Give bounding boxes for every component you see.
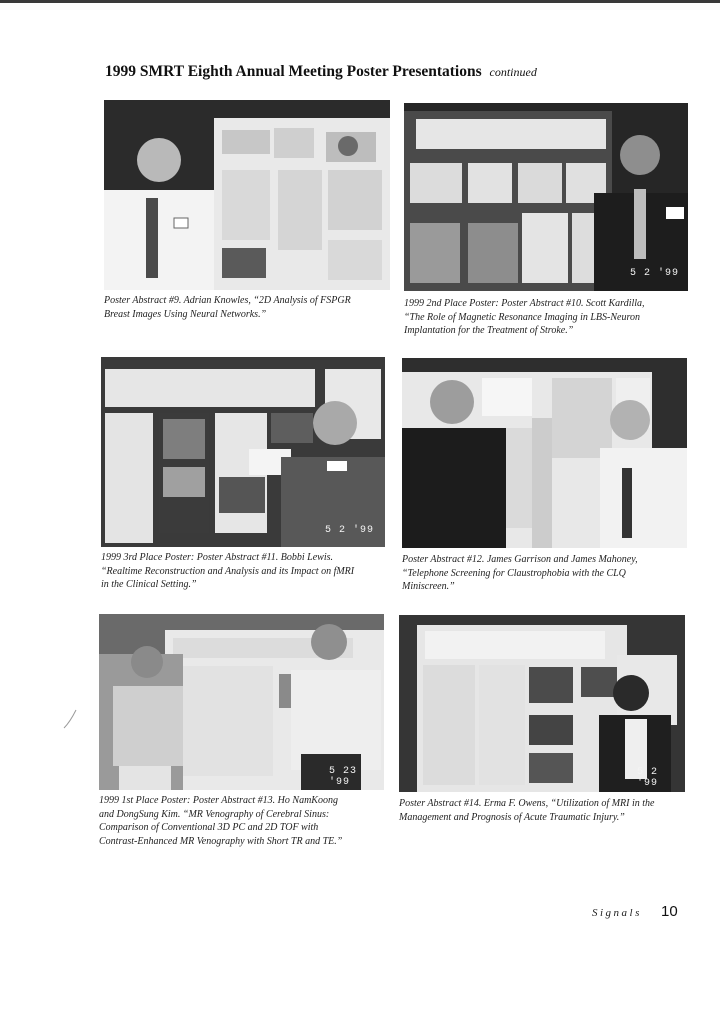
caption-line: Contrast-Enhanced MR Venography with Short TR and TE.”	[99, 835, 343, 847]
caption-line: Management and Prognosis of Acute Traumatic Injury.”	[399, 811, 625, 823]
caption-photo-10	[404, 297, 645, 338]
caption-photo-12	[402, 553, 638, 594]
date-stamp: 5 2 '99	[637, 767, 659, 789]
page-title-continued: continued	[489, 65, 537, 79]
caption-line: “The Role of Magnetic Resonance Imaging in LBS-Neuron	[404, 311, 640, 323]
date-stamp: 5 2 '99	[630, 268, 680, 279]
date-stamp: 5 23 '99	[329, 766, 358, 788]
caption-line: Implantation for the Treatment of Stroke.”	[404, 325, 574, 336]
footer-page-number: 10	[661, 903, 678, 920]
date-stamp: 5 2 '99	[325, 525, 375, 536]
caption-photo-11	[101, 551, 354, 592]
footer-publication: Signals	[592, 907, 642, 919]
caption-line: Breast Images Using Neural Networks.”	[104, 308, 267, 320]
caption-line: Miniscreen.”	[402, 581, 455, 592]
poster-photo-13	[99, 614, 384, 790]
caption-line: and DongSung Kim. “MR Venography of Cerebral Sinus:	[99, 808, 330, 820]
poster-photo-12	[402, 358, 687, 548]
top-rule	[0, 0, 720, 3]
caption-line: Poster Abstract #12. James Garrison and James Mahoney,	[402, 554, 638, 565]
caption-line: Comparison of Conventional 3D PC and 2D TOF with	[99, 822, 319, 833]
caption-line: in the Clinical Setting.”	[101, 579, 197, 590]
poster-photo-10	[404, 103, 688, 291]
caption-line: “Realtime Reconstruction and Analysis and its Impact on fMRI	[101, 565, 355, 577]
caption-line: 1999 2nd Place Poster: Poster Abstract #10. Scott Kardilla,	[404, 298, 645, 309]
caption-line: 1999 3rd Place Poster: Poster Abstract #11. Bobbi Lewis.	[101, 552, 334, 563]
caption-photo-14	[399, 797, 654, 824]
page-title-text: 1999 SMRT Eighth Annual Meeting Poster Presentations	[105, 63, 482, 80]
caption-line: 1999 1st Place Poster: Poster Abstract #13. Ho NamKoong	[99, 795, 338, 806]
poster-photo-14	[399, 615, 685, 792]
poster-photo-9	[104, 100, 390, 290]
caption-photo-9	[104, 294, 351, 321]
margin-pencil-mark	[62, 708, 78, 730]
page-title	[105, 63, 537, 81]
caption-line: Poster Abstract #14. Erma F. Owens, “Utilization of MRI in the	[399, 798, 655, 809]
poster-photo-11	[101, 357, 385, 547]
caption-line: Poster Abstract #9. Adrian Knowles, “2D Analysis of FSPGR	[104, 295, 351, 306]
caption-line: “Telephone Screening for Claustrophobia with the CLQ	[402, 567, 626, 579]
caption-photo-13	[99, 794, 342, 848]
